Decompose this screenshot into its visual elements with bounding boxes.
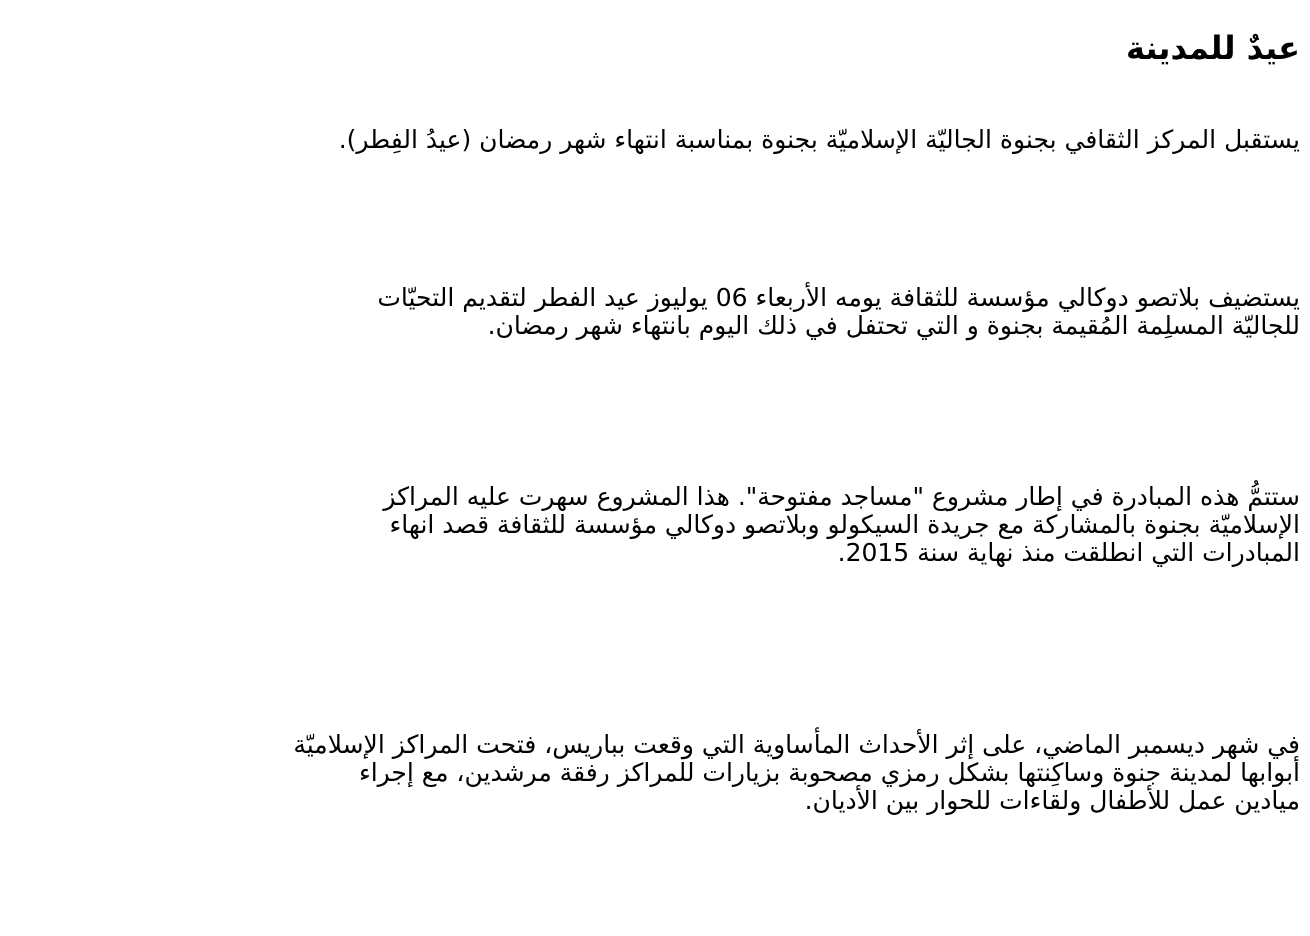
paragraph-1: [240, 126, 1300, 154]
paragraph-2: [240, 284, 1300, 340]
paragraph-line: ستتمُّ هذه المبادرة في إطار مشروع "مساجد مفتوحة". هذا المشروع سهرت عليه المراكز: [383, 482, 1300, 511]
paragraph-line: للجاليّة المسلِمة المُقيمة بجنوة و التي تحتفل في ذلك اليوم بانتهاء شهر رمضان.: [487, 311, 1300, 340]
paragraph-line: أبوابها لمدينة جنوة وساكِنتها بشكل رمزي مصحوبة بزيارات للمراكز رفقة مرشدين، مع إجراء: [358, 758, 1300, 787]
paragraph-4: [240, 731, 1300, 815]
document-title: عيدٌ للمدينة: [1125, 29, 1300, 67]
paragraph-line: في شهر ديسمبر الماضي، على إثر الأحداث المأساوية التي وقعت بباريس، فتحت المراكز الإسلاميّة: [293, 730, 1300, 759]
paragraph-line: الإسلاميّة بجنوة بالمشاركة مع جريدة السيكولو وبلاتصو دوكالي مؤسسة للثقافة قصد انهاء: [389, 510, 1300, 539]
paragraph-line: المبادرات التي انطلقت منذ نهاية سنة 2015.: [837, 538, 1300, 567]
paragraph-line: ميادين عمل للأطفال ولقاءات للحوار بين الأديان.: [804, 786, 1300, 815]
paragraph-line: يستضيف بلاتصو دوكالي مؤسسة للثقافة يومه الأربعاء 06 يوليوز عيد الفطر لتقديم التحيّات: [377, 283, 1300, 312]
paragraph-3: [240, 483, 1300, 567]
paragraph-line: يستقبل المركز الثقافي بجنوة الجاليّة الإسلاميّة بجنوة بمناسبة انتهاء شهر رمضان (عيدُ الفِطر).: [338, 125, 1300, 154]
